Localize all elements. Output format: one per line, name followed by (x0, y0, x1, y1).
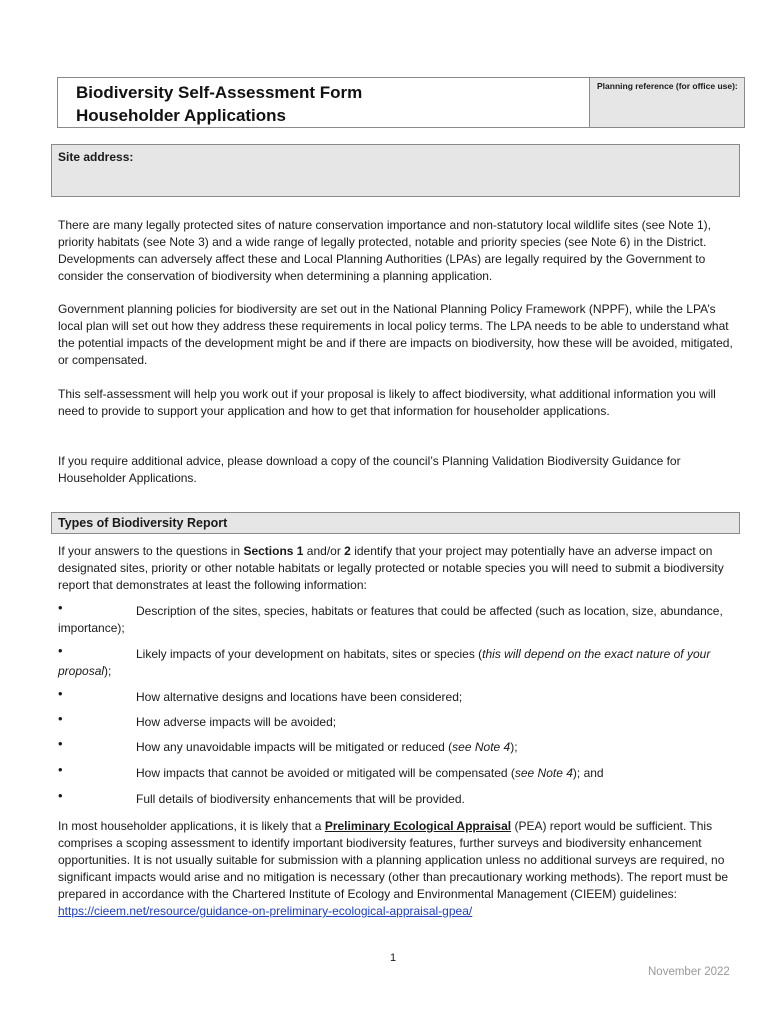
intro-paragraph-4: If you require additional advice, please download a copy of the council’s Planning Validation Biodiversity Guidance for Householder Applications. (58, 454, 681, 485)
list-item (58, 762, 738, 782)
section-title: Types of Biodiversity Report (58, 516, 228, 530)
bullet-icon: • (58, 736, 63, 751)
bullet-icon: • (58, 711, 63, 726)
list-item-text: How adverse impacts will be avoided; (136, 715, 337, 729)
section-2-ref: 2 (344, 544, 351, 558)
planning-reference-field (589, 78, 744, 127)
list-item (58, 711, 738, 731)
intro-paragraph-2: Government planning policies for biodiversity are set out in the National Planning Policy Framework (NPPF), while the LPA’s local plan will set out how they address these requirements in local policy terms. The LPA needs to be able to understand what the potential impacts of the development might be and if there are impacts on biodiversity, how these will be avoided, mitigated, or compensated. (58, 302, 733, 367)
list-item-text: How alternative designs and locations have been considered; (136, 690, 463, 704)
lead-text: identify that your project may potentially have an adverse impact on designated sites, priority or other notable habitats or legally protected or notable species you will need to submit a biodiversity report that demonstrates at least the following information: (58, 544, 724, 592)
list-item-text: Description of the sites, species, habitats or features that could be affected (such as location, size, abundance, importance); (58, 604, 723, 635)
footer-date: November 2022 (648, 966, 730, 978)
pea-text: (PEA) report would be sufficient. This comprises a scoping assessment to identify important biodiversity features, further surveys and biodiversity enhancement opportunities. It is not usually suitable for submission with a planning application unless no additional surveys are required, no significant impacts would arise and no mitigation is necessary (other than precautionary working methods). The report must be prepared in accordance with the Chartered Institute of Ecology and Environmental Management (CIEEM) guidelines: (58, 819, 729, 901)
list-item-text: How impacts that cannot be avoided or mitigated will be compensated (see Note 4); and (136, 766, 604, 780)
list-item-text: How any unavoidable impacts will be mitigated or reduced (see Note 4); (136, 740, 518, 754)
list-item (58, 643, 738, 680)
list-item-text: Likely impacts of your development on habitats, sites or species (this will depend on the exact nature of your proposal); (58, 647, 711, 678)
intro-paragraph-1: There are many legally protected sites of nature conservation importance and non-statutory local wildlife sites (see Note 1), priority habitats (see Note 3) and a wide range of legally protected, notable and priority species (see Note 6) in the District. Developments can adversely affect these and Local Planning Authorities (LPAs) are legally required by the Government to consider the conservation of biodiversity when determining a planning application. (58, 218, 711, 283)
list-item (58, 686, 738, 706)
list-item-text: Full details of biodiversity enhancements that will be provided. (136, 792, 465, 806)
sections-1-ref: Sections 1 (243, 544, 304, 558)
section-lead-paragraph (58, 543, 738, 594)
bullet-icon: • (58, 788, 63, 803)
lead-text: and/or (303, 544, 345, 558)
lead-text: If your answers to the questions in (58, 544, 244, 558)
list-item (58, 600, 738, 637)
list-item (58, 736, 738, 756)
pea-term: Preliminary Ecological Appraisal (324, 819, 512, 833)
site-address-field (51, 144, 740, 197)
bullet-icon: • (58, 762, 63, 777)
pea-text: In most householder applications, it is likely that a (58, 819, 325, 833)
planning-reference-label: Planning reference (for office use): (597, 81, 738, 91)
section-heading (51, 512, 740, 534)
site-address-label: Site address: (58, 150, 134, 164)
form-title (58, 78, 589, 127)
form-header (57, 77, 745, 128)
cieem-guidance-link[interactable]: https://cieem.net/resource/guidance-on-preliminary-ecological-appraisal-gpea/ (58, 904, 473, 918)
intro-paragraph-3: This self-assessment will help you work out if your proposal is likely to affect biodiversity, what additional information you will need to provide to support your application and how to get that information for householder applications. (58, 387, 716, 418)
form-title-line1: Biodiversity Self-Assessment Form (76, 83, 363, 102)
list-item (58, 788, 738, 808)
bullet-icon: • (58, 686, 63, 701)
page-number: 1 (390, 952, 397, 964)
bullet-icon: • (58, 600, 63, 615)
bullet-icon: • (58, 643, 63, 658)
pea-paragraph (58, 818, 738, 920)
form-title-line2: Householder Applications (76, 106, 287, 125)
